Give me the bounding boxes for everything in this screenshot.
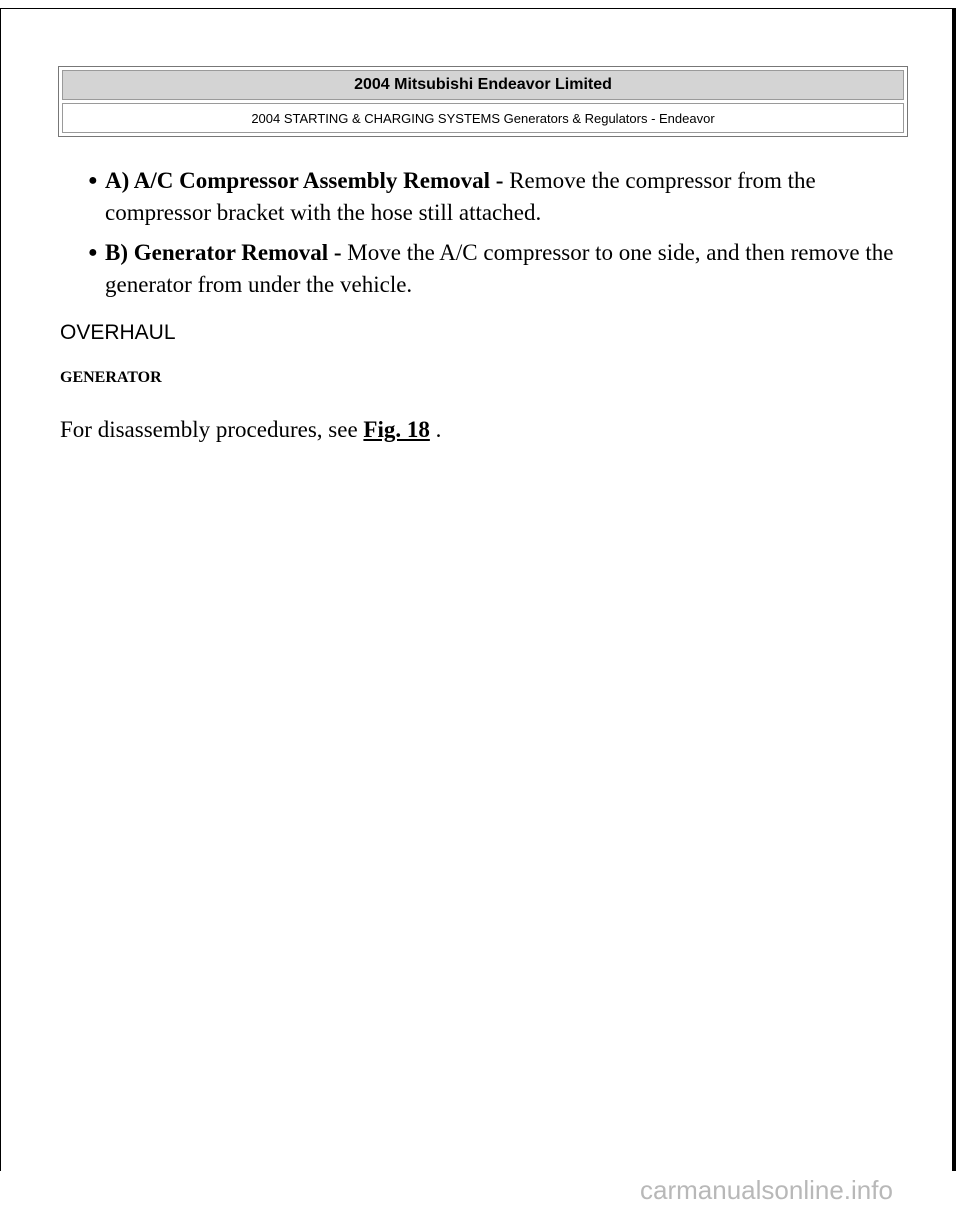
bullet-icon: ● bbox=[88, 172, 98, 189]
document-content bbox=[60, 165, 900, 443]
header-title: 2004 Mitsubishi Endeavor Limited bbox=[62, 70, 904, 100]
header-subtitle: 2004 STARTING & CHARGING SYSTEMS Generators & Regulators - Endeavor bbox=[62, 103, 904, 133]
list-item bbox=[60, 237, 900, 301]
step-text: Move the A/C compressor to one side, and then remove the generator from under the vehicle. bbox=[105, 240, 894, 297]
watermark: carmanualsonline.info bbox=[640, 1175, 893, 1205]
step-list bbox=[60, 165, 900, 301]
figure-link[interactable]: Fig. 18 bbox=[363, 417, 430, 442]
document-header bbox=[58, 66, 908, 137]
step-text: Remove the compressor from the compressor bracket with the hose still attached. bbox=[105, 168, 816, 225]
bullet-icon: ● bbox=[88, 244, 98, 261]
step-lead: B) Generator Removal - bbox=[105, 240, 342, 265]
paragraph-suffix: . bbox=[429, 417, 442, 442]
list-item bbox=[60, 165, 900, 229]
paragraph-prefix: For disassembly procedures, see bbox=[60, 417, 364, 442]
step-lead: A) A/C Compressor Assembly Removal - bbox=[105, 168, 504, 193]
section-heading: OVERHAUL bbox=[60, 321, 176, 344]
body-paragraph bbox=[60, 417, 900, 443]
subsection-heading: GENERATOR bbox=[60, 369, 162, 386]
